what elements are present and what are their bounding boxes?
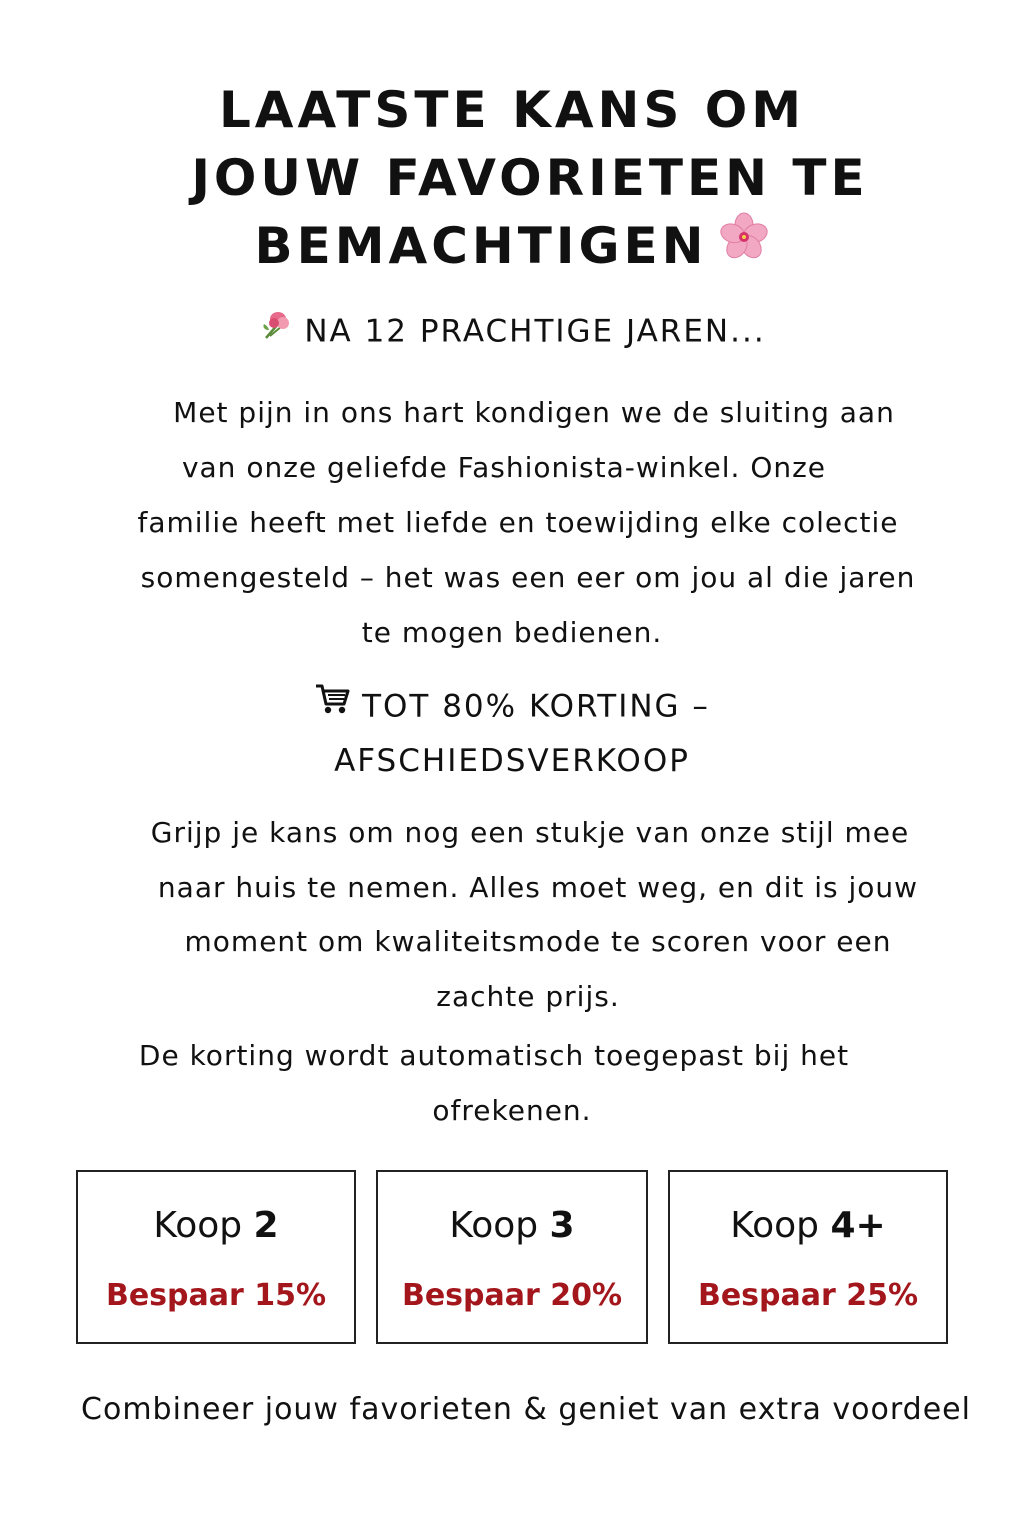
intro-line: Met pijn in ons hart kondigen we de sluiting aan — [173, 396, 895, 429]
offer-box-buy-4-plus[interactable] — [668, 1170, 948, 1344]
intro-heading-wrapper — [0, 310, 1024, 356]
intro-line: somengesteld – het was een eer om jou al die jaren — [140, 561, 916, 594]
sale-line: zachte prijs. — [436, 980, 620, 1013]
offer-label: Koop — [153, 1205, 243, 1246]
headline-line-2: JOUW FAVORIETEN TE — [191, 149, 869, 207]
discount-note-line: ofrekenen. — [432, 1094, 592, 1127]
headline-line-1: LAATSTE KANS OM — [218, 81, 806, 139]
cherry-blossom-icon — [718, 211, 770, 280]
offer-box-buy-2[interactable] — [76, 1170, 356, 1344]
discount-note-line: De korting wordt automatisch toegepast bij het — [138, 1039, 850, 1072]
offer-quantity: 3 — [549, 1205, 575, 1246]
sale-heading-line-2: AFSCHIEDSVERKOOP — [334, 743, 690, 779]
offer-title — [378, 1206, 646, 1246]
intro-line: familie heeft met liefde en toewijding elke colectie — [137, 506, 899, 539]
offer-saving: Bespaar 25% — [697, 1278, 919, 1313]
shopping-cart-icon — [314, 682, 352, 726]
intro-heading: NA 12 PRACHTIGE JAREN... — [304, 313, 766, 350]
sale-heading: TOT 80% KORTING – — [362, 688, 710, 725]
offer-box-buy-3[interactable] — [376, 1170, 648, 1344]
sale-line: moment om kwaliteitsmode te scoren voor een — [184, 925, 892, 958]
offer-quantity: 2 — [253, 1205, 279, 1246]
offer-saving: Bespaar 20% — [401, 1278, 623, 1313]
intro-line: van onze geliefde Fashionista-winkel. Onze — [181, 451, 827, 484]
footer-tagline: Combineer jouw favorieten & geniet van extra voordeel — [81, 1392, 971, 1427]
sale-line: Grijp je kans om nog een stukje van onze stijl mee — [150, 816, 910, 849]
offer-saving: Bespaar 15% — [105, 1278, 327, 1313]
flower-bouquet-icon — [258, 306, 294, 352]
intro-line: te mogen bedienen. — [361, 616, 663, 649]
offer-title — [670, 1206, 946, 1246]
headline-line-3-wrapper — [0, 212, 1024, 284]
headline-line-3: BEMACHTIGEN — [254, 217, 708, 275]
sale-line: naar huis te nemen. Alles moet weg, en dit is jouw — [157, 871, 919, 904]
sale-heading-wrapper — [0, 686, 1024, 730]
offer-quantity: 4+ — [830, 1205, 886, 1246]
offer-label: Koop — [730, 1205, 820, 1246]
offer-label: Koop — [449, 1205, 539, 1246]
offer-title — [78, 1206, 354, 1246]
